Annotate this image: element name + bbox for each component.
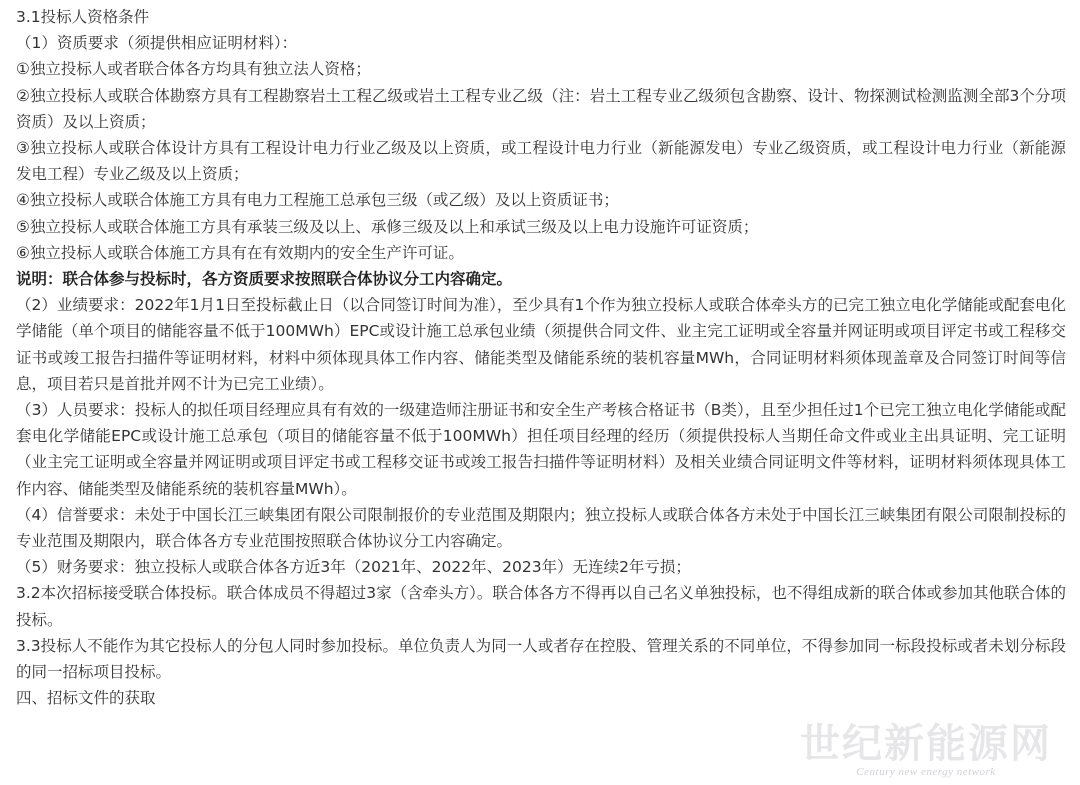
performance-requirement: （2）业绩要求：2022年1月1日至投标截止日（以合同签订时间为准），至少具有1个作为独立投标人或联合体牵头方的已完工独立电化学储能或配套电化学储能（单个项目的储能容量不低于100MWh）EPC或设计施工总承包业绩（须提供合同文件、业主完工证明或全容量并网证明或项目评定书或工程移交证书或竣工报告扫描件等证明材料，材料中须体现具体工作内容、储能类型及储能系统的装机容量MWh，合同证明材料须体现盖章及合同签订时间等信息，项目若只是首批并网不计为已完工业绩）。 [16,296,1066,393]
qualification-item-4: ④独立投标人或联合体施工方具有电力工程施工总承包三级（或乙级）及以上资质证书； [16,191,619,210]
section-heading-3-1: 3.1投标人资格条件 [16,8,150,26]
qualification-item-5: ⑤独立投标人或联合体施工方具有承装三级及以上、承修三级及以上和承试三级及以上电力设施许可证资质； [16,217,759,236]
reputation-requirement: （4）信誉要求：未处于中国长江三峡集团有限公司限制报价的专业范围及期限内；独立投标人或联合体各方未处于中国长江三峡集团有限公司限制投标的专业范围及期限内，联合体各方专业范围按照联合体协议分工内容确定。 [16,505,1066,551]
qualification-item-2: ②独立投标人或联合体勘察方具有工程勘察岩土工程乙级或岩土工程专业乙级（注：岩土工程专业乙级须包含勘察、设计、物探测试检测监测全部3个分项资质）及以上资质； [16,86,1066,131]
watermark-subtitle: Century new energy network [856,766,996,778]
qualification-item-3: ③独立投标人或联合体设计方具有工程设计电力行业乙级及以上资质，或工程设计电力行业（新能源发电）专业乙级资质，或工程设计电力行业（新能源发电工程）专业乙级及以上资质； [16,139,1066,184]
section-3-3-subcontract: 3.3投标人不能作为其它投标人的分包人同时参加投标。单位负责人为同一人或者存在控股、管理关系的不同单位，不得参加同一标段投标或者未划分标段的同一招标项目投标。 [16,636,1066,682]
qualification-item-6: ⑥独立投标人或联合体施工方具有在有效期内的安全生产许可证。 [16,243,464,262]
section-3-2-consortium: 3.2本次招标接受联合体投标。联合体成员不得超过3家（含牵头方）。联合体各方不得再以自己名义单独投标，也不得组成新的联合体或参加其他联合体的投标。 [16,584,1066,629]
watermark-logo-text: 世纪新能源网 [800,720,1052,767]
qualification-requirement-heading: （1）资质要求（须提供相应证明材料）： [16,34,298,53]
qualification-item-1: ①独立投标人或者联合体各方均具有独立法人资格； [16,60,371,79]
section-4-heading: 四、招标文件的获取 [16,689,156,708]
consortium-note: 说明：联合体参与投标时，各方资质要求按照联合体协议分工内容确定。 [16,270,513,289]
financial-requirement: （5）财务要求：独立投标人或联合体各方近3年（2021年、2022年、2023年）无连续2年亏损； [16,558,691,577]
personnel-requirement: （3）人员要求：投标人的拟任项目经理应具有有效的一级建造师注册证书和安全生产考核合格证书（B类），且至少担任过1个已完工独立电化学储能或配套电化学储能EPC或设计施工总承包（项目的储能容量不低于100MWh）担任项目经理的经历（须提供投标人当期任命文件或业主出具证明、完工证明（业主完工证明或全容量并网证明或项目评定书或工程移交证书或竣工报告扫描件等证明材料）及相关业绩合同证明文件等材料，证明材料须体现具体工作内容、储能类型及储能系统的装机容量MWh）。 [16,401,1066,498]
